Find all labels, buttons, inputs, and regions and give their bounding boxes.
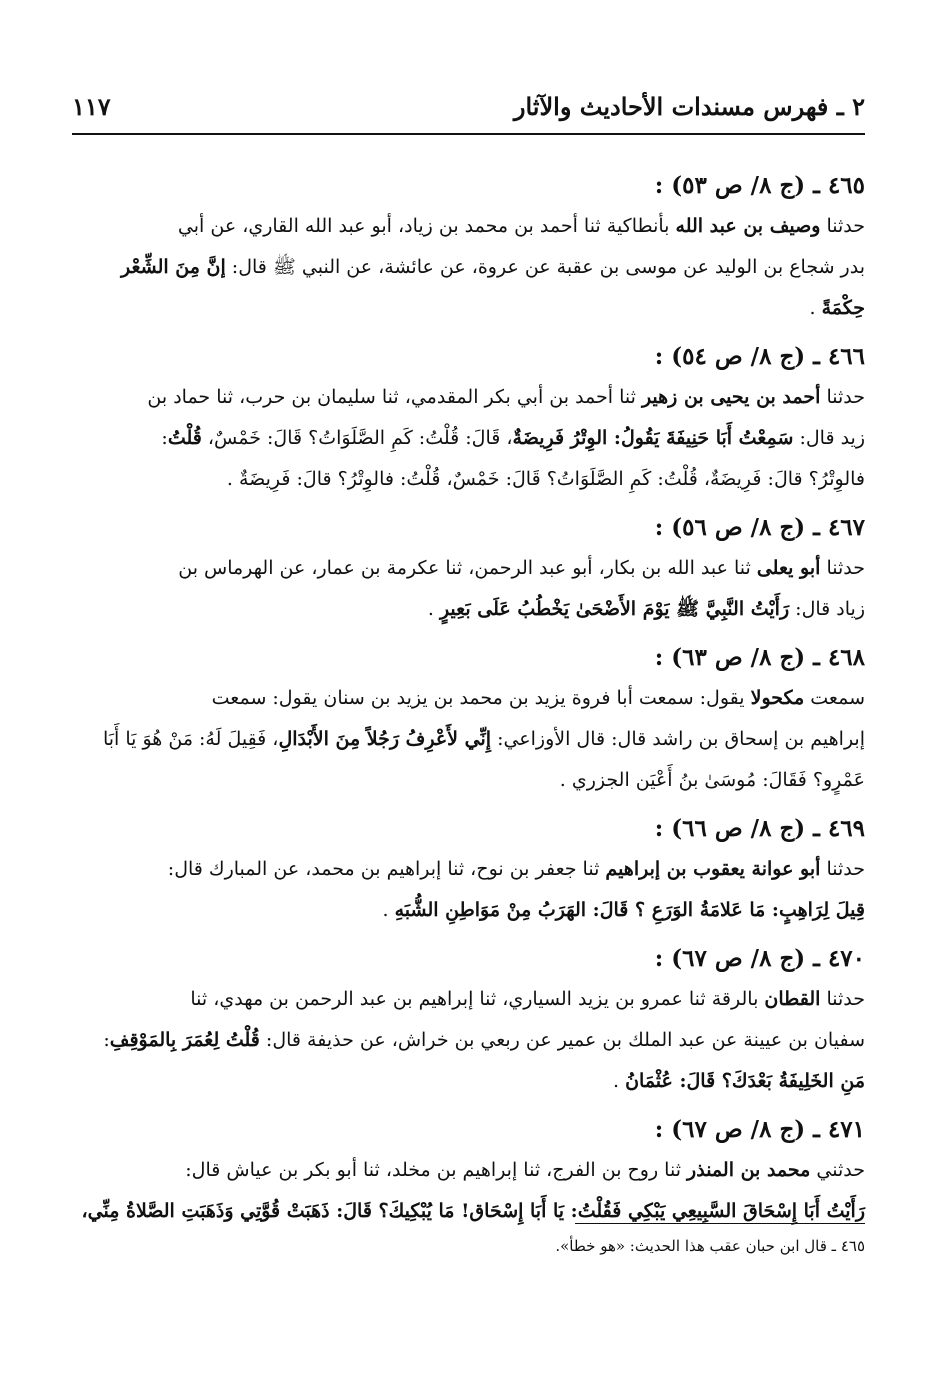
text-line bbox=[72, 1150, 865, 1191]
header-rule bbox=[72, 133, 865, 135]
bold-text-segment: رَأَيْتُ النَّبِيَّ ﷺ يَوْمَ الأَضْحَىٰ يَخْطُبُ عَلَى بَعِيرٍ bbox=[439, 598, 790, 620]
entry-heading: ٤٦٥ ـ (ج ٨/ ص ٥٣) : bbox=[654, 172, 865, 199]
footnote-rule bbox=[575, 1223, 865, 1224]
text-line bbox=[72, 849, 865, 890]
entry-text bbox=[72, 1150, 865, 1232]
text-segment: ، فَقِيلَ لَهُ: مَنْ هُوَ يَا أَبَا bbox=[102, 728, 279, 750]
bold-text-segment: إنَّ مِنَ الشِّعْر bbox=[120, 256, 226, 278]
text-segment: زيد قال: bbox=[793, 427, 865, 449]
bold-text-segment: أبو عوانة يعقوب بن إبراهيم bbox=[605, 858, 821, 880]
text-segment: . bbox=[612, 1070, 626, 1092]
bold-text-segment: أحمد بن يحيى بن زهير bbox=[641, 386, 821, 408]
page-header bbox=[72, 92, 865, 132]
entry-heading: ٤٦٧ ـ (ج ٨/ ص ٥٦) : bbox=[654, 514, 865, 541]
text-segment: سمعت bbox=[804, 687, 865, 709]
text-segment: حدثنا bbox=[820, 386, 865, 408]
footnote: ٤٦٥ ـ قال ابن حبان عقب هذا الحديث: «هو خطأ». bbox=[555, 1237, 865, 1255]
text-line bbox=[72, 890, 865, 931]
text-segment: حدثنا bbox=[820, 858, 865, 880]
text-segment: سفيان بن عيينة عن عبد الملك بن عمير عن ربعي بن خراش، عن حذيفة قال: bbox=[259, 1029, 865, 1051]
text-segment: ، قَالَ: قُلْتُ: كَمِ الصَّلَوَاتُ؟ قَالَ: خَمْسٌ، bbox=[201, 427, 513, 449]
text-line bbox=[72, 589, 865, 630]
text-segment: ثنا روح بن الفرج، ثنا إبراهيم بن مخلد، ثنا أبو بكر بن عياش قال: bbox=[185, 1159, 688, 1181]
hadith-entry bbox=[72, 337, 865, 500]
bold-text-segment: مَنِ الخَلِيفَةُ بَعْدَكَ؟ قَالَ: عُثْمَانُ bbox=[625, 1070, 865, 1092]
text-segment: ثنا جعفر بن نوح، ثنا إبراهيم بن محمد، عن المبارك قال: bbox=[167, 858, 606, 880]
text-line bbox=[72, 760, 865, 801]
text-line bbox=[72, 288, 865, 329]
bold-text-segment: قُلْتُ bbox=[167, 427, 202, 449]
text-line bbox=[72, 459, 865, 500]
text-segment: ثنا أحمد بن أبي بكر المقدمي، ثنا سليمان بن حرب، ثنا حماد بن bbox=[147, 386, 642, 408]
bold-text-segment: القطان bbox=[764, 988, 821, 1010]
entry-text bbox=[72, 206, 865, 329]
text-line bbox=[72, 247, 865, 288]
text-line bbox=[72, 206, 865, 247]
entries-list bbox=[72, 166, 865, 1240]
text-segment: بأنطاكية ثنا أحمد بن محمد بن زياد، أبو عبد الله القاري، عن أبي bbox=[177, 215, 676, 237]
text-segment: . bbox=[809, 297, 822, 319]
text-segment: حدثنا bbox=[820, 988, 865, 1010]
entry-text bbox=[72, 548, 865, 630]
entry-heading: ٤٦٨ ـ (ج ٨/ ص ٦٣) : bbox=[654, 644, 865, 671]
text-line bbox=[72, 1191, 865, 1232]
hadith-entry bbox=[72, 809, 865, 931]
hadith-entry bbox=[72, 508, 865, 630]
entry-text bbox=[72, 979, 865, 1102]
text-segment: فالوِتْرُ؟ قالَ: فَرِيضَةٌ، قُلْتُ: كَمِ الصَّلَوَاتُ؟ قَالَ: خَمْسٌ، قُلْتُ: فالوِتْرُ؟ قالَ: فَرِيضَةٌ . bbox=[226, 468, 865, 490]
bold-text-segment: قِيلَ لِرَاهِبٍ: مَا عَلامَةُ الوَرَعِ ؟ قَالَ: الهَرَبُ مِنْ مَوَاطِنِ الشُّبَهِ bbox=[394, 899, 865, 921]
entry-heading: ٤٧١ ـ (ج ٨/ ص ٦٧) : bbox=[654, 1116, 865, 1143]
bold-text-segment: حِكْمَةً bbox=[821, 297, 865, 319]
running-title: ٢ ـ فهرس مسندات الأحاديث والآثار bbox=[513, 92, 865, 121]
text-segment: حدثنا bbox=[820, 557, 865, 579]
text-line bbox=[72, 418, 865, 459]
text-segment: حدثني bbox=[810, 1159, 865, 1181]
bold-text-segment: قُلْتُ لِعُمَرَ بِالمَوْقِفِ bbox=[109, 1029, 260, 1051]
text-segment: . bbox=[427, 598, 440, 620]
entry-text bbox=[72, 849, 865, 931]
text-segment: : bbox=[161, 427, 168, 449]
hadith-entry bbox=[72, 166, 865, 329]
text-line bbox=[72, 1061, 865, 1102]
text-line bbox=[72, 719, 865, 760]
text-segment: حدثنا bbox=[820, 215, 865, 237]
text-segment: ثنا عبد الله بن بكار، أبو عبد الرحمن، ثنا عكرمة بن عمار، عن الهرماس بن bbox=[178, 557, 757, 579]
hadith-entry bbox=[72, 939, 865, 1102]
text-line bbox=[72, 979, 865, 1020]
text-segment: يقول: سمعت أبا فروة يزيد بن محمد بن يزيد بن سنان يقول: سمعت bbox=[211, 687, 751, 709]
text-segment: عَمْرٍو؟ فَقَالَ: مُوسَىٰ بنُ أَعْيَن الجزري . bbox=[559, 769, 865, 791]
page-number: ١١٧ bbox=[72, 92, 111, 121]
entry-text bbox=[72, 678, 865, 801]
entry-heading: ٤٦٩ ـ (ج ٨/ ص ٦٦) : bbox=[654, 815, 865, 842]
text-segment: إبراهيم بن إسحاق بن راشد قال: قال الأوزاعي: bbox=[491, 728, 865, 750]
bold-text-segment: رَأَيْتُ أَبَا إِسْحَاقَ السَّبِيعِي يَبْكِي فَقُلْتُ: يَا أَبَا إِسْحَاق! مَا يُبْكِيكَ؟ قَالَ: ذَهَبَتْ قُوَّتِي وَذَهَبَتِ الصَّلاةُ مِنِّي، bbox=[81, 1200, 865, 1222]
entry-heading: ٤٦٦ ـ (ج ٨/ ص ٥٤) : bbox=[654, 343, 865, 370]
bold-text-segment: مكحولا bbox=[750, 687, 805, 709]
text-segment: . bbox=[382, 899, 395, 921]
bold-text-segment: محمد بن المنذر bbox=[687, 1159, 811, 1181]
bold-text-segment: وصيف بن عبد الله bbox=[675, 215, 821, 237]
bold-text-segment: إِنِّي لأَعْرِفُ رَجُلاً مِنَ الأَبْدَالِ bbox=[278, 728, 492, 750]
entry-text bbox=[72, 377, 865, 500]
bold-text-segment: سَمِعْتُ أَبَا حَنِيفَةَ يَقُولُ: الوِتْرُ فَرِيضَةٌ bbox=[512, 427, 794, 449]
text-line bbox=[72, 548, 865, 589]
text-segment: : bbox=[103, 1029, 110, 1051]
text-line bbox=[72, 1020, 865, 1061]
text-line bbox=[72, 678, 865, 719]
text-line bbox=[72, 377, 865, 418]
entry-heading: ٤٧٠ ـ (ج ٨/ ص ٦٧) : bbox=[654, 945, 865, 972]
hadith-entry bbox=[72, 1110, 865, 1232]
text-segment: بدر شجاع بن الوليد عن موسى بن عقبة عن عروة، عن عائشة، عن النبي ﷺ قال: bbox=[225, 256, 865, 278]
text-segment: بالرقة ثنا عمرو بن يزيد السياري، ثنا إبراهيم بن عبد الرحمن بن مهدي، ثنا bbox=[190, 988, 765, 1010]
hadith-entry bbox=[72, 638, 865, 801]
text-segment: زياد قال: bbox=[789, 598, 865, 620]
bold-text-segment: أبو يعلى bbox=[756, 557, 821, 579]
